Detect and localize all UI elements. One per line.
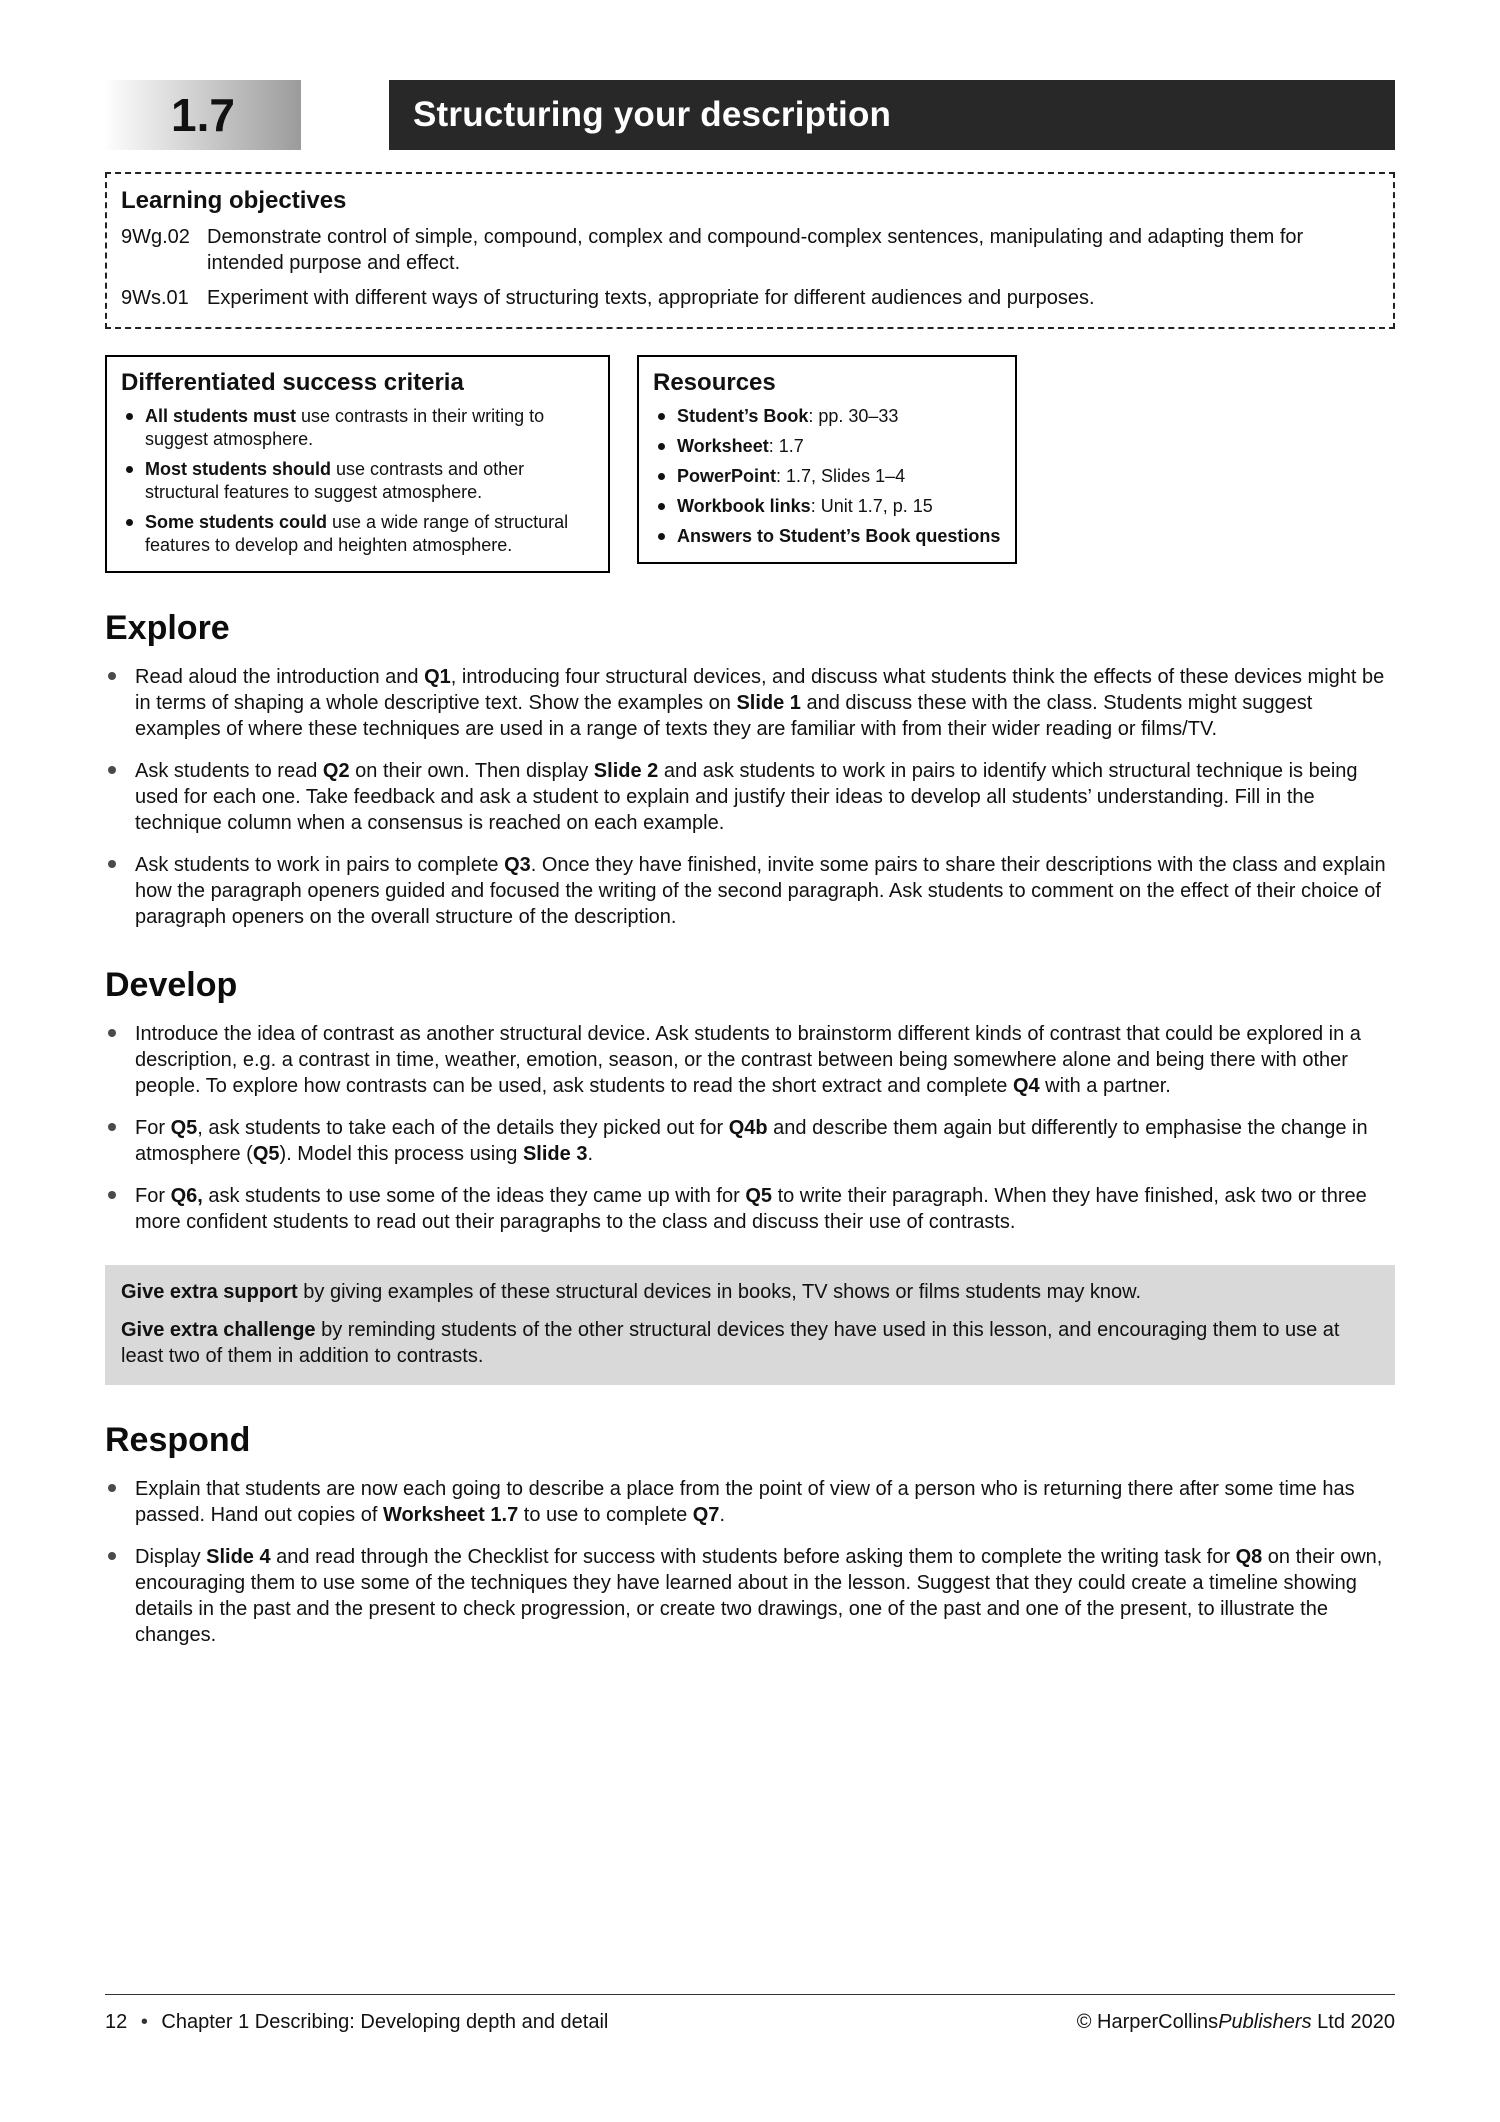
list-item: Worksheet: 1.7 (653, 435, 1001, 458)
develop-list (105, 1021, 1395, 1235)
list-item: PowerPoint: 1.7, Slides 1–4 (653, 465, 1001, 488)
list-item: Read aloud the introduction and Q1, introducing four structural devices, and discuss what students think the effects of these devices might be in terms of shaping a whole descriptive text. Show the examples on Slide 1 and discuss these with the class. Students might suggest examples of where these techniques are used in a range of texts they are familiar with from their wider reading or films/TV. (105, 664, 1395, 742)
success-criteria-title: Differentiated success criteria (121, 369, 464, 396)
list-item: Some students could use a wide range of structural features to develop and heighten atmosphere. (121, 511, 594, 557)
resources-list (653, 405, 1001, 548)
challenge-paragraph: Give extra challenge by reminding students of the other structural devices they have used in this lesson, and encouraging them to use at least two of them in addition to contrasts. (121, 1319, 1340, 1367)
explore-list (105, 664, 1395, 930)
list-item: For Q6, ask students to use some of the ideas they came up with for Q5 to write their paragraph. When they have finished, ask two or three more confident students to read out their paragraphs to the class and discuss their use of contrasts. (105, 1183, 1395, 1235)
objective-row (121, 224, 1375, 276)
section-heading-develop: Develop (105, 966, 238, 1004)
resources-title: Resources (653, 369, 776, 396)
list-item: Student’s Book: pp. 30–33 (653, 405, 1001, 428)
list-item: Ask students to read Q2 on their own. Then display Slide 2 and ask students to work in pairs to identify which structural technique is being used for each one. Take feedback and ask a student to explain and justify their ideas to develop all students’ understanding. Fill in the technique column when a consensus is reached on each example. (105, 758, 1395, 836)
page-title: Structuring your description (413, 95, 892, 134)
section-heading-explore: Explore (105, 609, 230, 647)
objective-text: Experiment with different ways of structuring texts, appropriate for different audiences and purposes. (207, 287, 1095, 309)
footer-copyright (1077, 2011, 1395, 2034)
list-item: Answers to Student’s Book questions (653, 525, 1001, 548)
copyright-prefix: © HarperCollins (1076, 2011, 1219, 2033)
unit-number-box (105, 80, 301, 150)
copyright-suffix: Ltd 2020 (1311, 2011, 1395, 2033)
criteria-resources-row (105, 355, 1395, 573)
chapter-title: Chapter 1 Describing: Developing depth and detail (161, 2011, 609, 2033)
respond-list (105, 1476, 1395, 1648)
list-item: Introduce the idea of contrast as another structural device. Ask students to brainstorm different kinds of contrast that could be explored in a description, e.g. a contrast in time, weather, emotion, season, or the contrast between being somewhere alone and being there with other people. To explore how contrasts can be used, ask students to read the short extract and complete Q4 with a partner. (105, 1021, 1395, 1099)
learning-objectives-title: Learning objectives (121, 187, 347, 214)
footer-left (105, 2011, 616, 2034)
unit-number: 1.7 (171, 89, 235, 141)
list-item: Ask students to work in pairs to complete Q3. Once they have finished, invite some pairs to share their descriptions with the class and explain how the paragraph openers guided and focused the writing of the second paragraph. Ask students to comment on the effect of their choice of paragraph openers on the overall structure of the description. (105, 852, 1395, 930)
page-number: 12 (105, 2011, 128, 2033)
list-item: Most students should use contrasts and other structural features to suggest atmosphere. (121, 458, 594, 504)
list-item: Explain that students are now each going to describe a place from the point of view of a person who is returning there after some time has passed. Hand out copies of Worksheet 1.7 to use to complete Q7. (105, 1476, 1395, 1528)
support-challenge-box (105, 1265, 1395, 1385)
page-footer (105, 1994, 1395, 2034)
page-header (105, 80, 1395, 150)
objective-text: Demonstrate control of simple, compound, complex and compound-complex sentences, manipulating and adapting them for intended purpose and effect. (207, 226, 1304, 274)
objective-row (121, 285, 1375, 311)
list-item: Workbook links: Unit 1.7, p. 15 (653, 495, 1001, 518)
section-heading-respond: Respond (105, 1421, 251, 1459)
objective-code: 9Wg.02 (121, 226, 190, 248)
success-criteria-list (121, 405, 594, 557)
footer-separator: • (140, 2011, 148, 2033)
support-paragraph: Give extra support by giving examples of these structural devices in books, TV shows or films students may know. (121, 1281, 1142, 1303)
title-banner (389, 80, 1395, 150)
list-item: All students must use contrasts in their writing to suggest atmosphere. (121, 405, 594, 451)
success-criteria-box (105, 355, 610, 573)
resources-box (637, 355, 1017, 564)
objective-code: 9Ws.01 (121, 287, 189, 309)
copyright-publisher: Publishers (1218, 2011, 1312, 2033)
learning-objectives-box (105, 172, 1395, 329)
list-item: Display Slide 4 and read through the Checklist for success with students before asking them to complete the writing task for Q8 on their own, encouraging them to use some of the techniques they have learned about in the lesson. Suggest that they could create a timeline showing details in the past and the present to check progression, or create two drawings, one of the past and one of the present, to illustrate the changes. (105, 1544, 1395, 1648)
list-item: For Q5, ask students to take each of the details they picked out for Q4b and describe them again but differently to emphasise the change in atmosphere (Q5). Model this process using Slide 3. (105, 1115, 1395, 1167)
